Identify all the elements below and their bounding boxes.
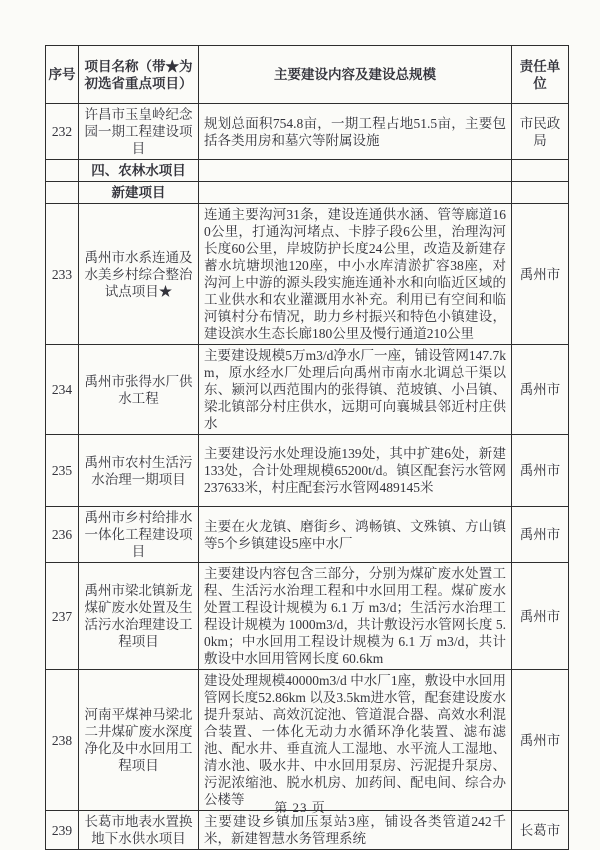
table-row	[46, 507, 569, 563]
cell-content: 规划总面积754.8亩，一期工程占地51.5亩，主要包括各类用房和墓穴等附属设施	[199, 104, 512, 160]
table-row	[46, 563, 569, 670]
cell-no: 238	[46, 670, 79, 811]
table-row	[46, 104, 569, 160]
cell-no: 235	[46, 435, 79, 507]
cell-unit: 禹州市	[512, 435, 569, 507]
cell-content: 主要建设乡镇加压泵站3座，铺设各类管道242千米，新建智慧水务管理系统	[199, 811, 512, 850]
section-row	[46, 182, 569, 204]
cell-unit: 禹州市	[512, 563, 569, 670]
col-header-name: 项目名称（带★为初选省重点项目）	[79, 46, 199, 104]
cell-unit: 禹州市	[512, 507, 569, 563]
cell-name: 许昌市玉皇岭纪念园一期工程建设项目	[79, 104, 199, 160]
cell-unit: 长葛市	[512, 811, 569, 850]
table-row	[46, 670, 569, 811]
cell-no: 236	[46, 507, 79, 563]
cell-content	[199, 182, 512, 204]
cell-no: 233	[46, 204, 79, 345]
cell-no	[46, 182, 79, 204]
cell-content: 主要建设污水处理设施139处，其中扩建6处，新建133处，合计处理规模65200t/d。镇区配套污水管网237633米，村庄配套污水管网489145米	[199, 435, 512, 507]
col-header-unit: 责任单位	[512, 46, 569, 104]
cell-name: 河南平煤神马梁北二井煤矿废水深度净化及中水回用工程项目	[79, 670, 199, 811]
cell-no: 232	[46, 104, 79, 160]
table-body	[46, 104, 569, 850]
cell-name: 禹州市张得水厂供水工程	[79, 345, 199, 435]
cell-content: 主要建设规模5万m3/d净水厂一座，铺设管网147.7km，原水经水厂处理后向禹州市南水北调总干渠以东、颍河以西范围内的张得镇、范坡镇、小吕镇、梁北镇部分村庄供水，远期可向襄城县邻近村庄供水	[199, 345, 512, 435]
section-label: 新建项目	[79, 182, 199, 204]
header-row	[46, 46, 569, 104]
cell-no: 239	[46, 811, 79, 850]
projects-table	[45, 45, 569, 850]
table-row	[46, 811, 569, 850]
cell-unit: 禹州市	[512, 670, 569, 811]
section-row	[46, 160, 569, 182]
table-row	[46, 204, 569, 345]
cell-unit	[512, 182, 569, 204]
col-header-content: 主要建设内容及建设总规模	[199, 46, 512, 104]
cell-unit	[512, 160, 569, 182]
cell-content: 主要建设内容包含三部分，分别为煤矿废水处置工程、生活污水治理工程和中水回用工程。煤矿废水处置工程设计规模为 6.1 万 m3/d；生活污水治理工程设计规模为 1000m3/d，共计敷设污水管网长度 5.0km；中水回用工程设计规模为 6.1 万 m3/d，共计敷设中水回用管网长度 60.6km	[199, 563, 512, 670]
page-number: 第 23 页	[274, 800, 326, 815]
cell-name: 禹州市水系连通及水美乡村综合整治试点项目★	[79, 204, 199, 345]
table-row	[46, 345, 569, 435]
cell-content: 连通主要沟河31条，建设连通供水涵、管等廊道160公里，打通沟河堵点、卡脖子段6公里，治理沟河长度60公里，岸坡防护长度24公里，改造及新建存蓄水坑塘坝池120座，中小水库清淤扩容38座，对沟河上中游的源头段实施连通补水和向临近区域的工业供水和农业灌溉用水补充。利用已有空间和临河镇村分布情况，助力乡村振兴和特色小镇建设，建设滨水生态长廊180公里及慢行通道210公里	[199, 204, 512, 345]
cell-name: 禹州市乡村给排水一体化工程建设项目	[79, 507, 199, 563]
cell-content: 主要在火龙镇、磨街乡、鸿畅镇、文殊镇、方山镇等5个乡镇建设5座中水厂	[199, 507, 512, 563]
cell-no: 234	[46, 345, 79, 435]
section-label: 四、农林水项目	[79, 160, 199, 182]
cell-unit: 禹州市	[512, 204, 569, 345]
cell-name: 禹州市梁北镇新龙煤矿废水处置及生活污水治理建设工程项目	[79, 563, 199, 670]
col-header-no: 序号	[46, 46, 79, 104]
cell-name: 长葛市地表水置换地下水供水项目	[79, 811, 199, 850]
cell-content: 建设处理规模40000m3/d 中水厂1座，敷设中水回用管网长度52.86km 以及3.5km进水管，配套建设废水提升泵站、高效沉淀池、管道混合器、高效水利混合装置、一体化无动力水循环净化装置、滤布滤池、配水井、垂直流人工湿地、水平流人工湿地、清水池、吸水井、中水回用泵房、污泥提升泵房、污泥浓缩池、脱水机房、加药间、配电间、综合办公楼等	[199, 670, 512, 811]
cell-no	[46, 160, 79, 182]
table-row	[46, 435, 569, 507]
cell-unit: 禹州市	[512, 345, 569, 435]
cell-no: 237	[46, 563, 79, 670]
cell-content	[199, 160, 512, 182]
cell-name: 禹州市农村生活污水治理一期项目	[79, 435, 199, 507]
cell-unit: 市民政局	[512, 104, 569, 160]
